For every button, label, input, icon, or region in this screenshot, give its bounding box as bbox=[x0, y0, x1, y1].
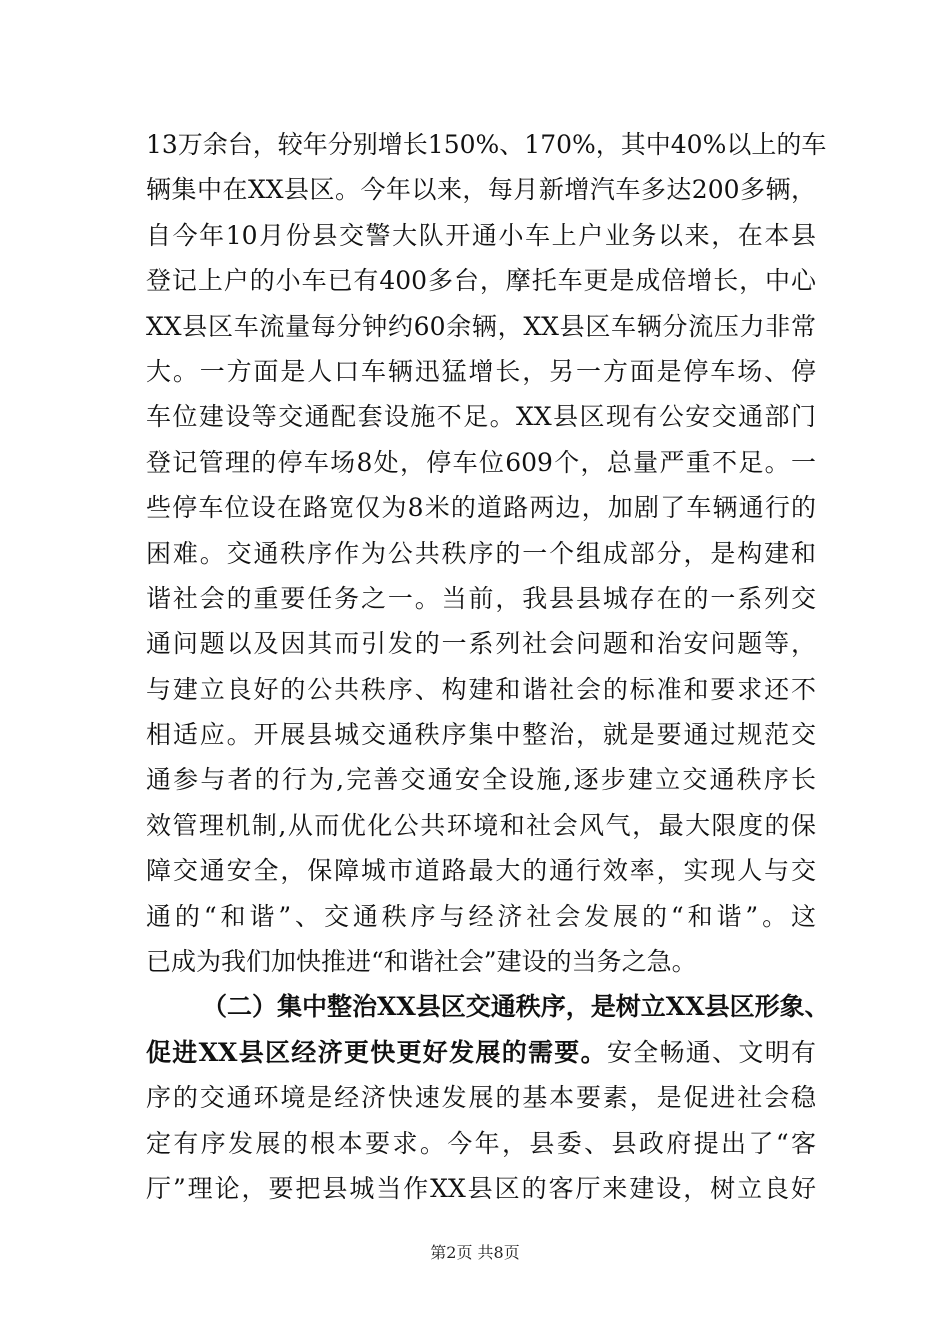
text-line: 序的交通环境是经济快速发展的基本要素，是促进社会稳 bbox=[146, 1083, 816, 1113]
text-line: 谐社会的重要任务之一。当前，我县县城存在的一系列交 bbox=[146, 583, 816, 613]
text-line: 车位建设等交通配套设施不足。XX县区现有公安交通部门 bbox=[146, 402, 816, 432]
text-line: 登记上户的小车已有400多台，摩托车更是成倍增长，中心 bbox=[146, 266, 816, 296]
text-line: 通问题以及因其而引发的一系列社会问题和治安问题等， bbox=[146, 629, 816, 659]
body-text bbox=[146, 122, 830, 1211]
section-heading-continued bbox=[146, 1030, 816, 1075]
text-line: 已成为我们加快推进“和谐社会”建设的当务之急。 bbox=[146, 947, 697, 977]
section-heading-bold: 促进XX县区经济更快更好发展的需要。 bbox=[146, 1037, 607, 1067]
text-line: 通的“和谐”、交通秩序与经济社会发展的“和谐”。这 bbox=[146, 901, 816, 931]
text-line: 效管理机制,从而优化公共环境和社会风气，最大限度的保 bbox=[146, 810, 816, 840]
text-line: 辆集中在XX县区。今年以来，每月新增汽车多达200多辆， bbox=[146, 175, 816, 205]
text-line: 些停车位设在路宽仅为8米的道路两边，加剧了车辆通行的 bbox=[146, 493, 816, 523]
text-line: 困难。交通秩序作为公共秩序的一个组成部分，是构建和 bbox=[146, 538, 816, 568]
text-line: 相适应。开展县城交通秩序集中整治，就是要通过规范交 bbox=[146, 720, 816, 750]
text-line: 定有序发展的根本要求。今年，县委、县政府提出了“客 bbox=[146, 1128, 816, 1158]
page-number-footer: 第2页 共8页 bbox=[430, 1243, 520, 1262]
section-heading: （二）集中整治XX县区交通秩序，是树立XX县区形象、 bbox=[202, 992, 830, 1022]
text-line: 与建立良好的公共秩序、构建和谐社会的标准和要求还不 bbox=[146, 674, 816, 704]
text-line: 13万余台，较年分别增长150%、170%，其中40%以上的车 bbox=[146, 130, 827, 159]
text-line: 通参与者的行为,完善交通安全设施,逐步建立交通秩序长 bbox=[146, 765, 816, 795]
text-line: 障交通安全，保障城市道路最大的通行效率，实现人与交 bbox=[146, 856, 816, 886]
text-line: 登记管理的停车场8处，停车位609个，总量严重不足。一 bbox=[146, 447, 816, 477]
text-line: XX县区车流量每分钟约60余辆，XX县区车辆分流压力非常 bbox=[146, 311, 816, 341]
text-line: 大。一方面是人口车辆迅猛增长，另一方面是停车场、停 bbox=[146, 356, 816, 386]
text-line: 自今年10月份县交警大队开通小车上户业务以来，在本县 bbox=[146, 220, 816, 250]
section-text: 安全畅通、文明有 bbox=[606, 1037, 816, 1067]
text-line: 厅”理论，要把县城当作XX县区的客厅来建设，树立良好 bbox=[146, 1173, 816, 1203]
